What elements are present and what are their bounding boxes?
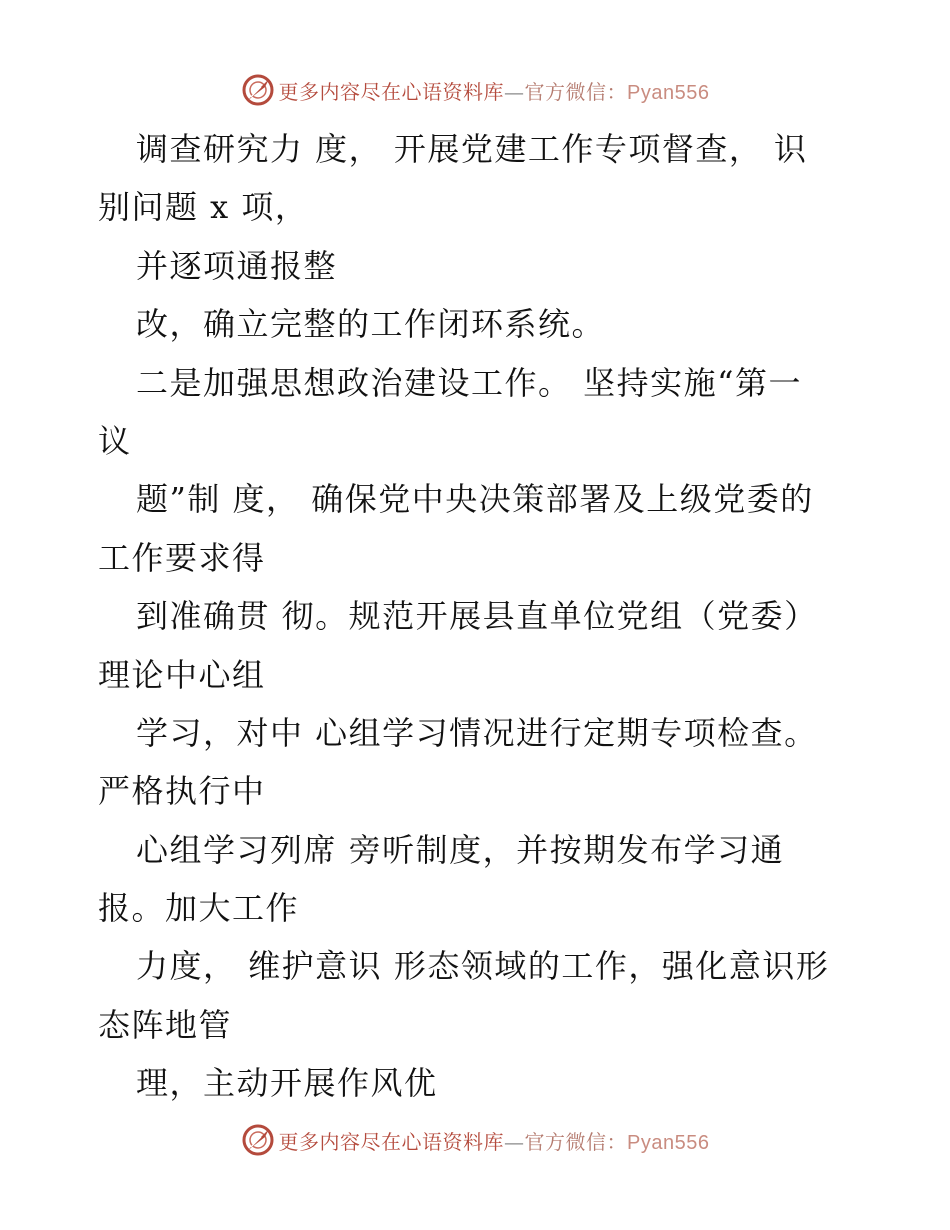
body-line: 报。加大工作: [98, 889, 300, 928]
body-line: 二是加强思想政治建设工作。 坚持实施“第一: [136, 363, 803, 402]
body-line: 改，确立完整的工作闭环系统。: [136, 305, 606, 344]
watermark-wechat-id: Pyan556: [627, 1131, 710, 1154]
document-body: [98, 120, 858, 1113]
watermark-main-text: 更多内容尽在心语资料库: [278, 79, 505, 104]
watermark-wechat-label: 官方微信：: [524, 1129, 628, 1154]
watermark-wechat-id: Pyan556: [627, 81, 710, 104]
watermark-dash: —: [504, 1129, 525, 1154]
footer-watermark: [0, 1120, 950, 1160]
body-line: 学习，对中 心组学习情况进行定期专项检查。: [136, 713, 818, 752]
body-line: 严格执行中: [98, 772, 266, 811]
body-line: 到准确贯 彻。规范开展县直单位党组（党委）: [136, 597, 818, 636]
quill-seal-icon: [241, 73, 275, 107]
body-line: 理论中心组: [98, 655, 266, 694]
body-line: 工作要求得: [98, 538, 266, 577]
header-watermark: [0, 70, 950, 110]
watermark-dash: —: [504, 79, 525, 104]
watermark-wechat-label: 官方微信：: [524, 79, 628, 104]
body-line: 别问题 x 项，: [98, 188, 309, 227]
body-line: 态阵地管: [98, 1005, 233, 1044]
body-line: 理，主动开展作风优: [136, 1064, 438, 1103]
body-line: 并逐项通报整: [136, 246, 338, 285]
body-line: 议: [98, 421, 132, 460]
body-line: 题”制 度， 确保党中央决策部署及上级党委的: [136, 480, 814, 519]
body-line: 力度， 维护意识 形态领域的工作，强化意识形: [136, 947, 830, 986]
watermark-main-text: 更多内容尽在心语资料库: [278, 1129, 505, 1154]
body-line: 调查研究力 度， 开展党建工作专项督查， 识: [136, 130, 808, 168]
body-line: 心组学习列席 旁听制度，并按期发布学习通: [136, 830, 785, 869]
watermark-text: [279, 1126, 710, 1155]
watermark-text: [279, 76, 710, 105]
quill-seal-icon: [241, 1123, 275, 1157]
